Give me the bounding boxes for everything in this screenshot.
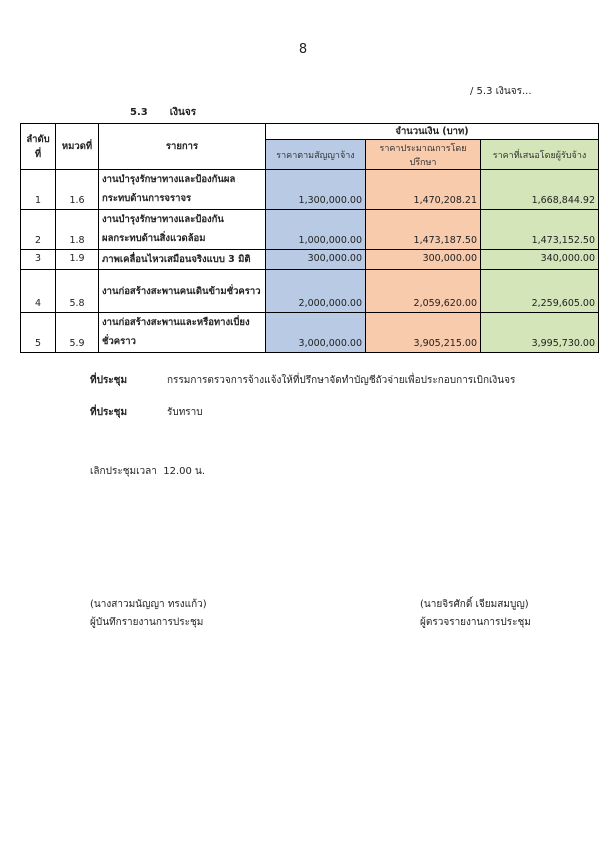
- row-item-line2: ผลกระทบด้านสิ่งแวดล้อม: [102, 233, 206, 244]
- table-row: [21, 170, 599, 210]
- meeting-label-2: ที่ประชุม: [90, 407, 128, 418]
- signature-right-role: ผู้ตรวจรายงานการประชุม: [420, 617, 531, 628]
- row-item: งานก่อสร้างสะพานคนเดินข้ามชั่วคราว: [99, 270, 266, 313]
- header-category: หมวดที่: [56, 124, 99, 170]
- row-contract: 300,000.00: [266, 250, 366, 270]
- budget-table: [20, 123, 599, 353]
- row-estimate: 3,905,215.00: [366, 313, 481, 353]
- meeting-text-2: รับทราบ: [167, 407, 203, 418]
- signature-right-name: (นายจิรศักดิ์ เจียมสมบูญ): [420, 599, 529, 610]
- row-item: [99, 170, 266, 210]
- row-offer: 1,668,844.92: [481, 170, 599, 210]
- header-consultant-estimate: ราคาประมาณการโดยปรึกษา: [366, 140, 481, 170]
- row-estimate: 300,000.00: [366, 250, 481, 270]
- meeting-label-1: ที่ประชุม: [90, 375, 128, 386]
- page-number: 8: [298, 42, 308, 57]
- row-category: 5.9: [56, 313, 99, 353]
- row-item-line1: งานก่อสร้างสะพานและหรือทางเบี่ยง: [102, 317, 250, 328]
- row-item: [99, 313, 266, 353]
- row-offer: 2,259,605.00: [481, 270, 599, 313]
- meeting-text-1: กรรมการตรวจการจ้างแจ้งให้ที่ปรึกษาจัดทำบัญชีถัวจ่ายเพื่อประกอบการเบิกเงินจร: [167, 375, 516, 386]
- table-header-row: [21, 124, 599, 140]
- signature-left-role: ผู้บันทึกรายงานการประชุม: [90, 617, 204, 628]
- row-estimate: 1,470,208.21: [366, 170, 481, 210]
- header-seq: ลำดับที่: [21, 124, 56, 170]
- section-heading: [130, 105, 218, 120]
- row-contract: 1,000,000.00: [266, 210, 366, 250]
- row-category: 5.8: [56, 270, 99, 313]
- row-item-line2: กระทบด้านการจราจร: [102, 193, 192, 204]
- table-row: [21, 313, 599, 353]
- header-amount-group: จำนวนเงิน (บาท): [266, 124, 599, 140]
- signature-left-name: (นางสาวมนัญญา ทรงแก้ว): [90, 599, 207, 610]
- row-seq: 3: [21, 250, 56, 270]
- row-item-line1: งานบำรุงรักษาทางและป้องกัน: [102, 214, 224, 225]
- row-offer: 1,473,152.50: [481, 210, 599, 250]
- table-row: [21, 270, 599, 313]
- table-row: [21, 210, 599, 250]
- row-item: ภาพเคลื่อนไหวเสมือนจริงแบบ 3 มิติ: [99, 250, 266, 270]
- header-item: รายการ: [99, 124, 266, 170]
- signature-right: [420, 596, 531, 632]
- row-category: 1.9: [56, 250, 99, 270]
- row-estimate: 2,059,620.00: [366, 270, 481, 313]
- row-category: 1.8: [56, 210, 99, 250]
- closing-line: [90, 464, 205, 479]
- row-seq: 2: [21, 210, 56, 250]
- row-seq: 1: [21, 170, 56, 210]
- row-item-line2: ชั่วคราว: [102, 336, 136, 347]
- section-title: เงินจร: [169, 107, 197, 118]
- row-category: 1.6: [56, 170, 99, 210]
- header-contractor-offer: ราคาที่เสนอโดยผู้รับจ้าง: [481, 140, 599, 170]
- closing-label: เลิกประชุมเวลา: [90, 466, 157, 477]
- row-offer: 340,000.00: [481, 250, 599, 270]
- row-offer: 3,995,730.00: [481, 313, 599, 353]
- row-item: [99, 210, 266, 250]
- row-seq: 5: [21, 313, 56, 353]
- row-seq: 4: [21, 270, 56, 313]
- row-item-line1: งานบำรุงรักษาทางและป้องกันผล: [102, 174, 236, 185]
- continuation-note: / 5.3 เงินจร...: [470, 86, 532, 97]
- row-estimate: 1,473,187.50: [366, 210, 481, 250]
- header-contract-price: ราคาตามสัญญาจ้าง: [266, 140, 366, 170]
- row-contract: 1,300,000.00: [266, 170, 366, 210]
- table-row: [21, 250, 599, 270]
- closing-time: 12.00 น.: [163, 466, 206, 477]
- row-contract: 3,000,000.00: [266, 313, 366, 353]
- signature-left: [90, 596, 207, 632]
- section-number: 5.3: [130, 107, 148, 118]
- row-contract: 2,000,000.00: [266, 270, 366, 313]
